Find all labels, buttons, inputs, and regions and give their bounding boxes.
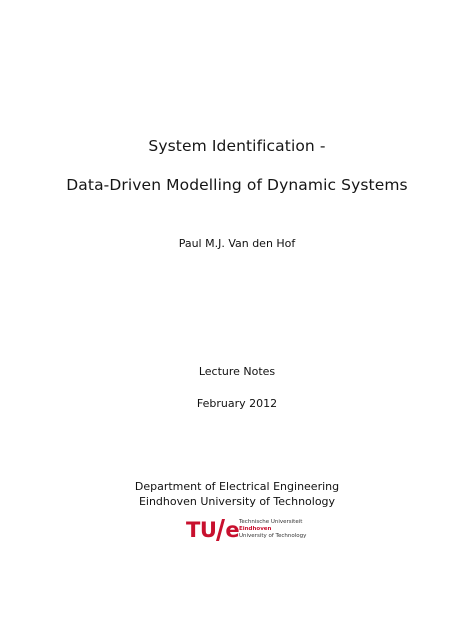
document-title-line-2: Data-Driven Modelling of Dynamic Systems [66,176,408,194]
tue-logo-line-3: University of Technology [239,533,307,539]
publication-date: February 2012 [196,397,278,410]
document-title-line-1: System Identification - [148,137,326,155]
university-name: Eindhoven University of Technology [138,495,336,508]
department-name: Department of Electrical Engineering [134,480,340,493]
tue-logo-line-1: Technische Universiteit [239,519,303,525]
author-name: Paul M.J. Van den Hof [178,237,296,250]
document-type: Lecture Notes [198,365,276,378]
tue-logo-mark [186,518,239,542]
tue-logo-text [239,519,306,540]
tue-logo [186,516,306,544]
tue-logo-tu: TU [186,518,217,542]
tue-logo-line-2: Eindhoven [239,526,272,532]
tue-logo-e: e [225,518,240,542]
